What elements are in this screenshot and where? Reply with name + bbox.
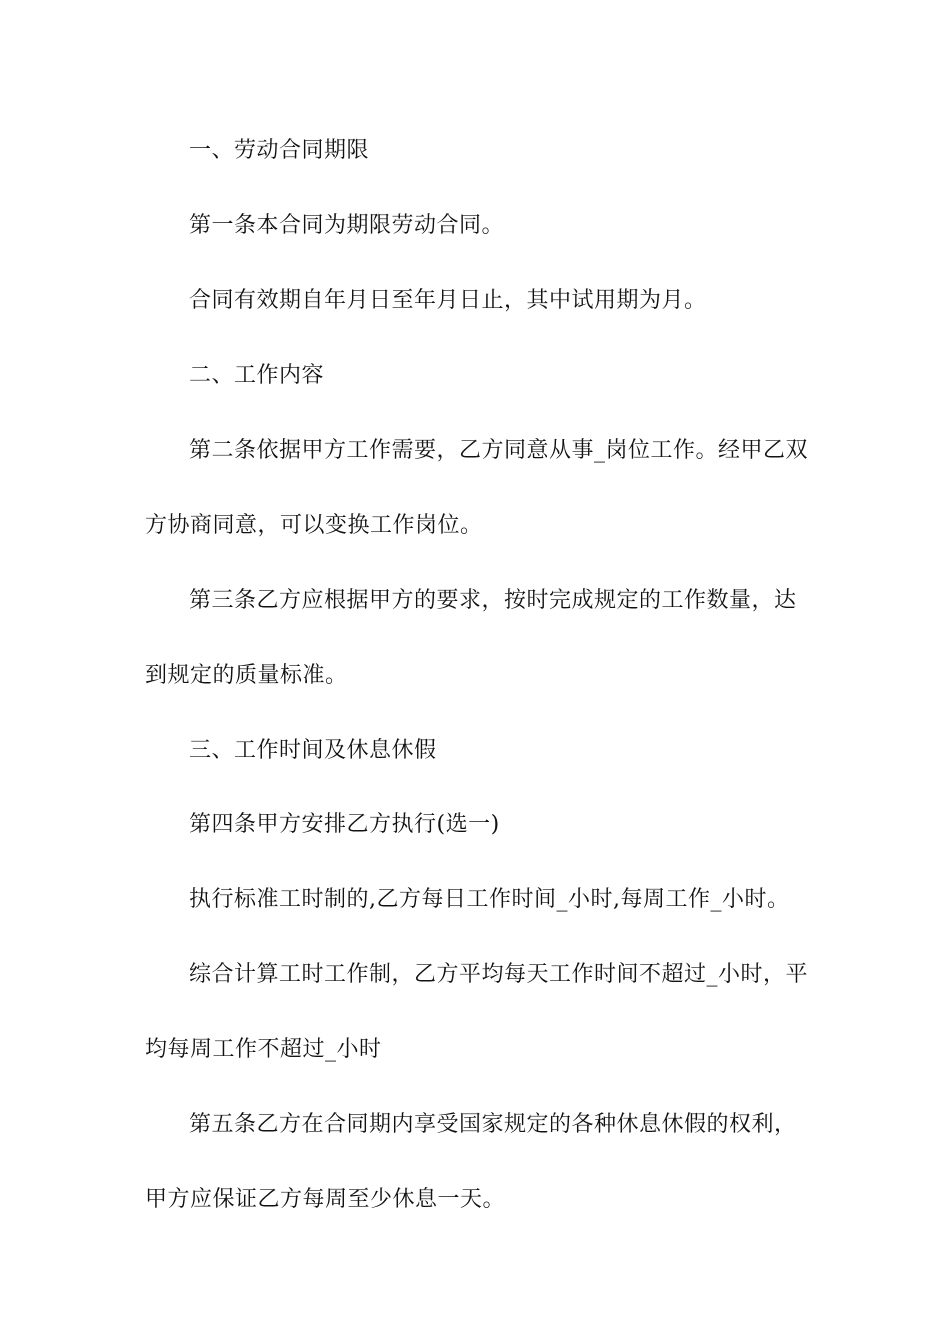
article-1-paragraph: 第一条本合同为期限劳动合同。 [189, 213, 505, 238]
validity-period-paragraph: 合同有效期自年月日至年月日止，其中试用期为月。 [189, 288, 707, 313]
article-5-paragraph-line-2: 甲方应保证乙方每周至少休息一天。 [145, 1187, 506, 1212]
article-2-paragraph-line-1: 第二条依据甲方工作需要，乙方同意从事_岗位工作。经甲乙双 [189, 438, 809, 463]
section-heading-contract-term: 一、劳动合同期限 [189, 138, 370, 163]
article-3-paragraph-line-1: 第三条乙方应根据甲方的要求，按时完成规定的工作数量，达 [189, 588, 797, 613]
section-heading-working-hours: 三、工作时间及休息休假 [189, 738, 437, 763]
comprehensive-hours-paragraph-line-1: 综合计算工时工作制，乙方平均每天工作时间不超过_小时，平 [189, 962, 809, 987]
article-2-paragraph-line-2: 方协商同意，可以变换工作岗位。 [145, 513, 483, 538]
article-3-paragraph-line-2: 到规定的质量标准。 [145, 663, 348, 688]
article-4-paragraph: 第四条甲方安排乙方执行(选一) [189, 812, 500, 837]
section-heading-work-content: 二、工作内容 [189, 363, 325, 388]
article-5-paragraph-line-1: 第五条乙方在合同期内享受国家规定的各种休息休假的权利， [189, 1112, 797, 1137]
standard-hours-paragraph: 执行标准工时制的,乙方每日工作时间_小时,每周工作_小时。 [189, 887, 790, 912]
comprehensive-hours-paragraph-line-2: 均每周工作不超过_小时 [145, 1037, 382, 1062]
